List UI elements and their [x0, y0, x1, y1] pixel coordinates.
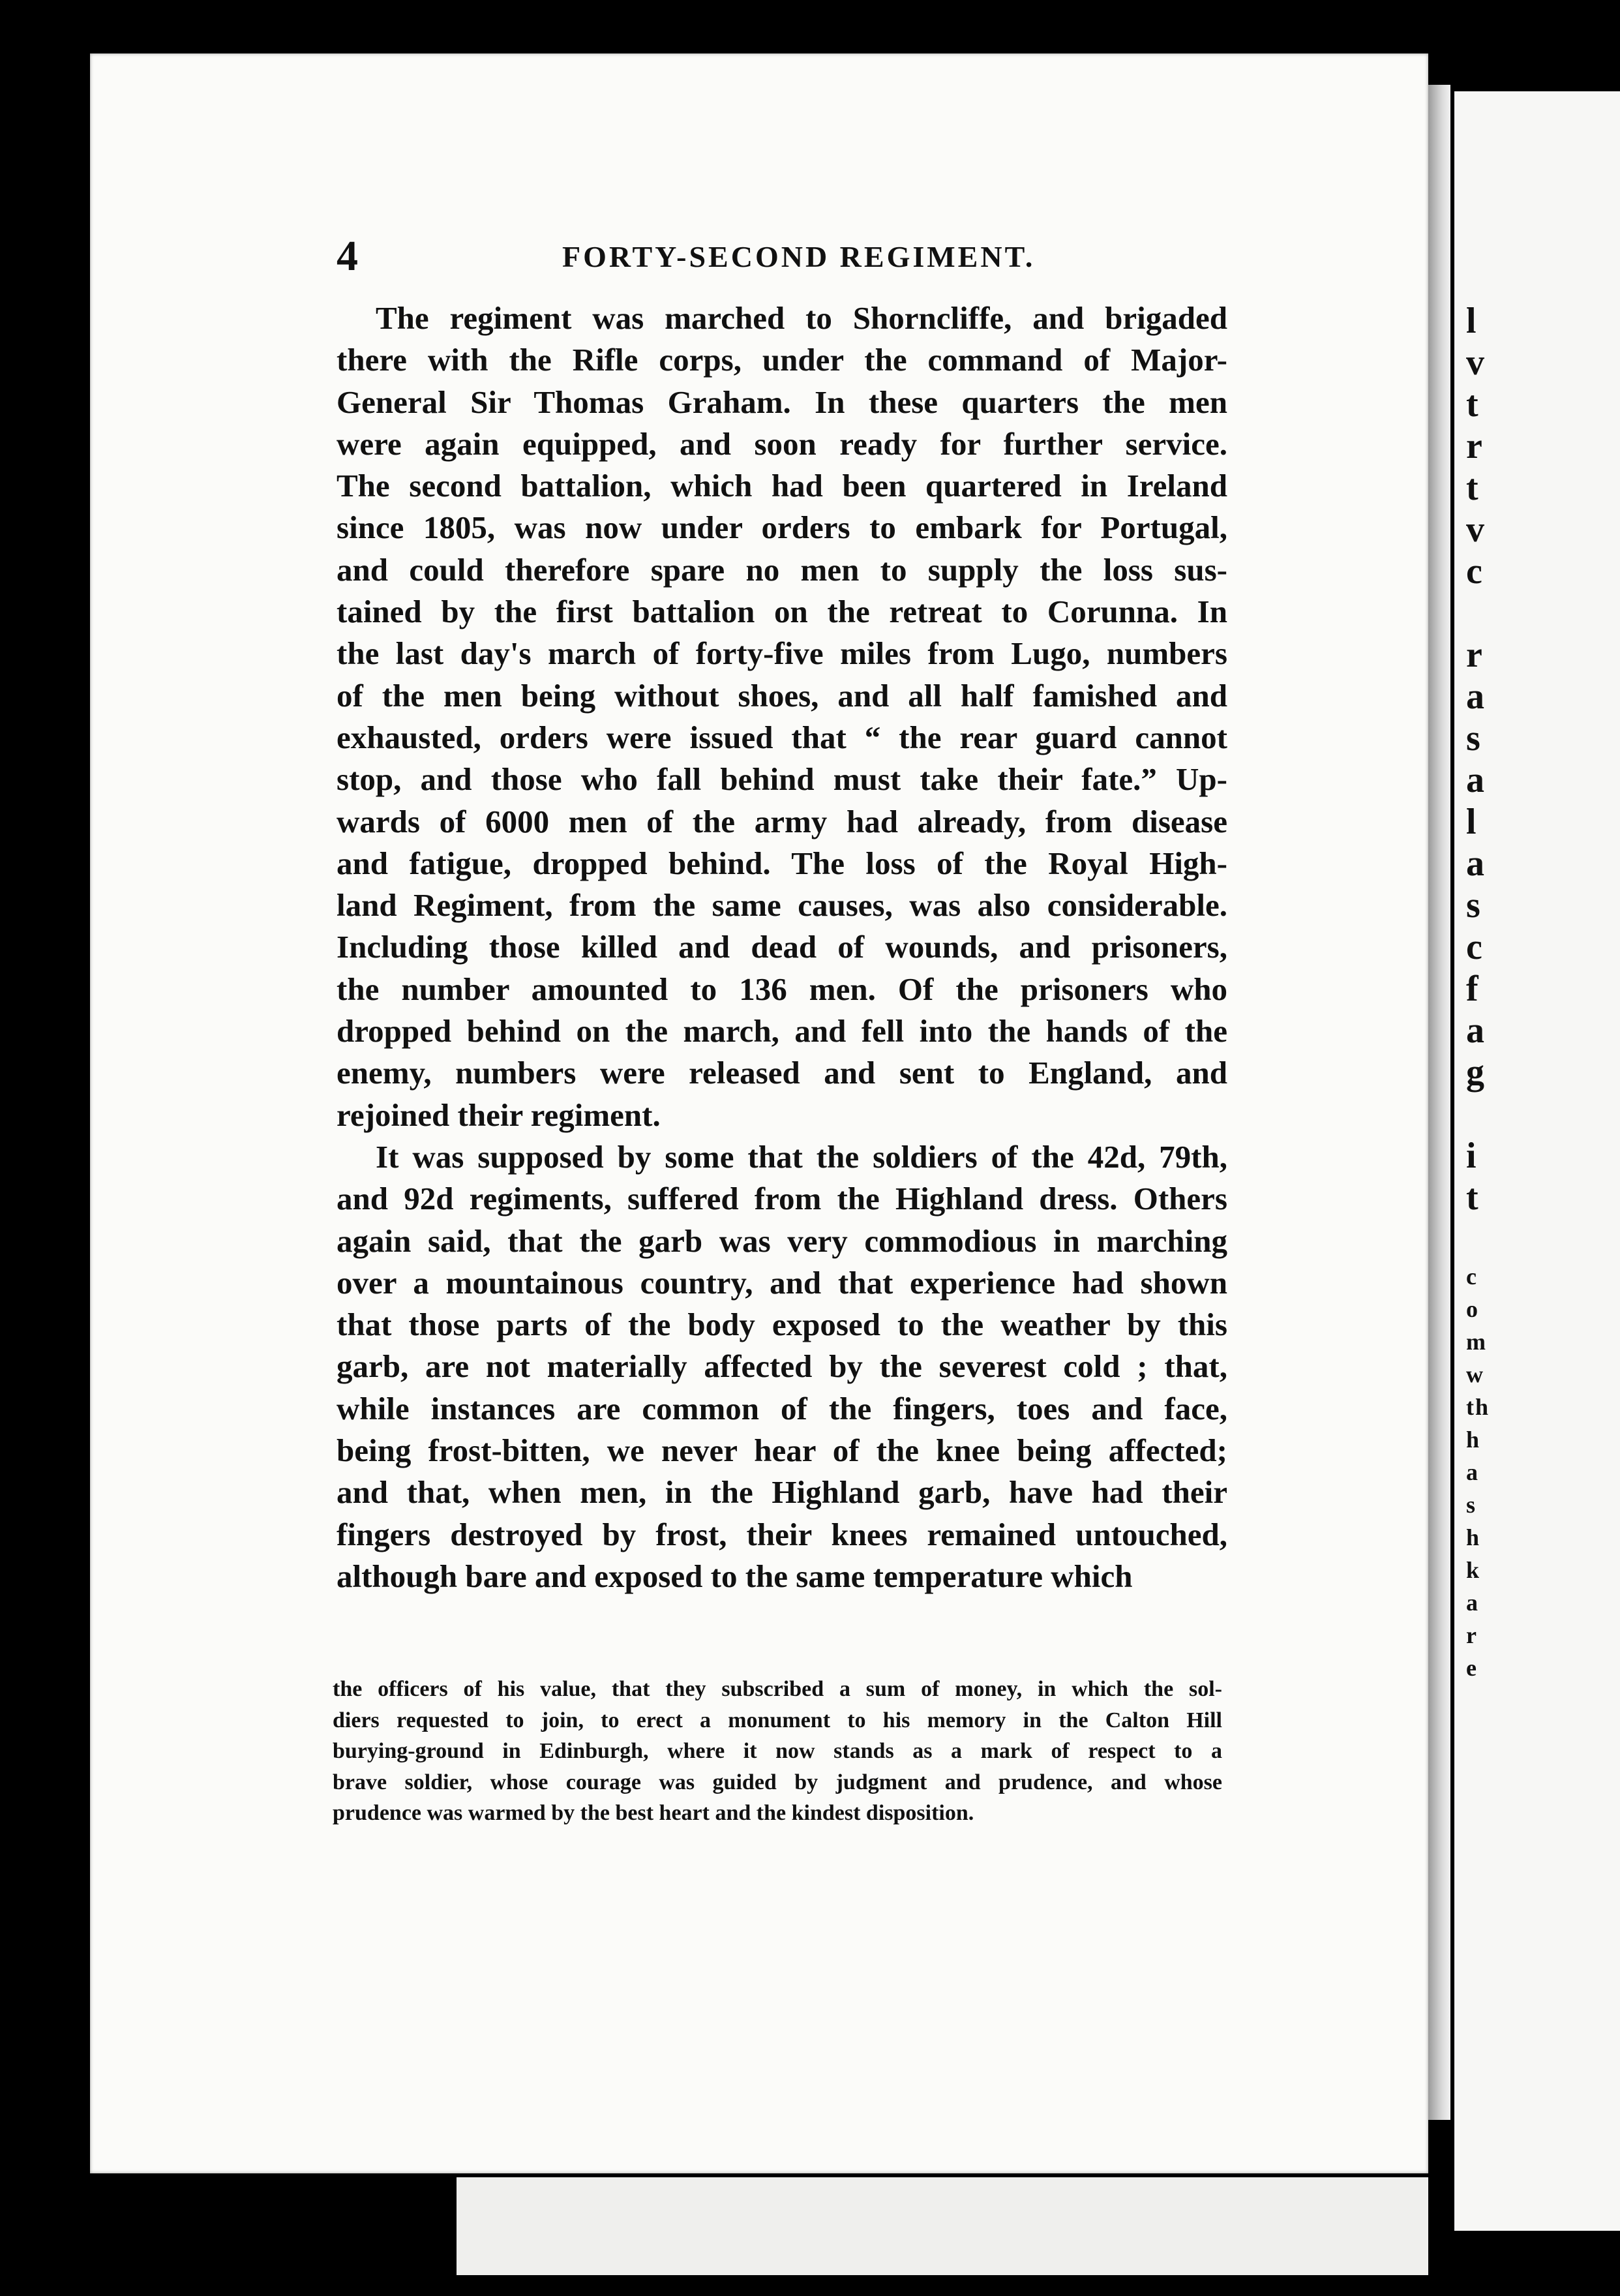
- facing-page-footnote-fragment: m: [1466, 1329, 1487, 1355]
- body-line: stop, and those who fall behind must take their fate.” Up-: [337, 761, 1227, 798]
- facing-page-footnote-fragment: c: [1466, 1263, 1478, 1290]
- body-line: The second battalion, which had been quartered in Ireland: [337, 468, 1227, 504]
- facing-page-fragment: t: [1466, 384, 1480, 425]
- footnote-line: brave soldier, whose courage was guided by judgment and prudence, and whose: [333, 1770, 1222, 1794]
- facing-page-fragment: l: [1466, 301, 1478, 341]
- facing-page-fragment: t: [1466, 1177, 1480, 1218]
- facing-page-fragment: g: [1466, 1052, 1486, 1093]
- body-line: there with the Rifle corps, under the command of Major-: [337, 342, 1227, 378]
- page-gutter-shadow: [1428, 85, 1450, 2120]
- footnote-line: prudence was warmed by the best heart and the kindest disposition.: [333, 1801, 974, 1825]
- facing-page-fragment: a: [1466, 760, 1486, 800]
- body-line: again said, that the garb was very commodious in marching: [337, 1222, 1227, 1259]
- facing-page-fragment: v: [1466, 509, 1486, 550]
- footnote: [333, 1674, 1222, 1829]
- page-bottom-edge: [457, 2177, 1428, 2275]
- footnote-line: diers requested to join, to erect a monument to his memory in the Calton Hill: [333, 1708, 1222, 1732]
- facing-page-fragment: [1466, 1093, 1490, 1135]
- facing-page-fragment: l: [1466, 802, 1478, 842]
- facing-page-fragment: r: [1466, 426, 1484, 466]
- body-line: although bare and exposed to the same temperature which: [337, 1558, 1133, 1594]
- body-line: and 92d regiments, suffered from the Highland dress. Others: [337, 1181, 1227, 1217]
- body-line: being frost-bitten, we never hear of the knee being affected;: [337, 1432, 1227, 1469]
- facing-page-footnote-fragment: a: [1466, 1590, 1479, 1616]
- facing-page-footnote-fragment: th: [1466, 1394, 1490, 1420]
- facing-page-fragment: c: [1466, 927, 1484, 967]
- body-line: garb, are not materially affected by the severest cold ; that,: [337, 1348, 1227, 1385]
- body-line: since 1805, was now under orders to embark for Portugal,: [337, 509, 1227, 546]
- facing-page-fragment: a: [1466, 843, 1486, 884]
- footnote-line: burying-ground in Edinburgh, where it now stands as a mark of respect to a: [333, 1739, 1222, 1763]
- facing-page-footnote-fragment: s: [1466, 1492, 1477, 1518]
- body-line: and that, when men, in the Highland garb, have had their: [337, 1474, 1227, 1511]
- facing-page-footnote-fragment: o: [1466, 1296, 1479, 1322]
- facing-page-fragment: a: [1466, 1010, 1486, 1051]
- body-line: General Sir Thomas Graham. In these quarters the men: [337, 384, 1227, 420]
- body-line: Including those killed and dead of wounds, and prisoners,: [337, 929, 1227, 965]
- facing-page-text-fragments: [1466, 300, 1490, 1684]
- body-line: of the men being without shoes, and all half famished and: [337, 677, 1227, 714]
- body-line: and fatigue, dropped behind. The loss of the Royal High-: [337, 845, 1227, 881]
- facing-page-fragment: t: [1466, 468, 1480, 508]
- facing-page-fragment: r: [1466, 635, 1484, 675]
- facing-page-fragment: s: [1466, 885, 1482, 926]
- body-line: wards of 6000 men of the army had already, from disease: [337, 803, 1227, 839]
- body-line: land Regiment, from the same causes, was also considerable.: [337, 887, 1227, 924]
- facing-page-footnote-fragment: w: [1466, 1361, 1484, 1387]
- body-line: The regiment was marched to Shorncliffe, and brigaded: [376, 300, 1227, 336]
- body-line: enemy, numbers were released and sent to England, and: [337, 1055, 1227, 1091]
- body-line: the number amounted to 136 men. Of the prisoners who: [337, 971, 1227, 1007]
- facing-page-footnote-fragment: h: [1466, 1427, 1481, 1453]
- facing-page-gap: [1466, 1218, 1490, 1260]
- facing-page-fragment: s: [1466, 718, 1482, 759]
- body-line: and could therefore spare no men to supply the loss sus-: [337, 551, 1227, 588]
- running-head: FORTY-SECOND REGIMENT.: [562, 240, 1036, 273]
- body-line: tained by the first battalion on the retreat to Corunna. In: [337, 594, 1227, 630]
- facing-page-footnote-fragment: h: [1466, 1524, 1481, 1550]
- body-line: over a mountainous country, and that experience had shown: [337, 1264, 1227, 1301]
- body-text: [337, 297, 1227, 1597]
- facing-page-footnote-fragment: e: [1466, 1655, 1478, 1681]
- facing-page-fragment: [1466, 592, 1490, 634]
- footnote-line: the officers of his value, that they subscribed a sum of money, in which the sol-: [333, 1677, 1222, 1701]
- facing-page-fragment: i: [1466, 1136, 1478, 1176]
- facing-page-fragment: f: [1466, 969, 1480, 1009]
- page-header: [337, 234, 1230, 279]
- body-line: exhausted, orders were issued that “ the rear guard cannot: [337, 719, 1227, 755]
- facing-page-fragment: v: [1466, 342, 1486, 383]
- body-line: that those parts of the body exposed to the weather by this: [337, 1307, 1227, 1343]
- facing-page-footnote-fragment: a: [1466, 1459, 1479, 1485]
- facing-page-fragment: a: [1466, 676, 1486, 717]
- facing-page-footnote-fragment: k: [1466, 1557, 1481, 1583]
- body-line: the last day's march of forty-five miles from Lugo, numbers: [337, 635, 1227, 672]
- body-line: were again equipped, and soon ready for further service.: [337, 425, 1227, 462]
- facing-page-footnote-fragment: r: [1466, 1622, 1478, 1648]
- body-line: rejoined their regiment.: [337, 1096, 661, 1133]
- facing-page-edge: [1454, 91, 1620, 2231]
- body-line: fingers destroyed by frost, their knees remained untouched,: [337, 1516, 1227, 1552]
- page-number: 4: [337, 232, 358, 280]
- facing-page-fragment: c: [1466, 551, 1484, 592]
- body-line: It was supposed by some that the soldiers of the 42d, 79th,: [376, 1138, 1227, 1175]
- body-line: dropped behind on the march, and fell into the hands of the: [337, 1013, 1227, 1050]
- body-line: while instances are common of the fingers, toes and face,: [337, 1390, 1227, 1427]
